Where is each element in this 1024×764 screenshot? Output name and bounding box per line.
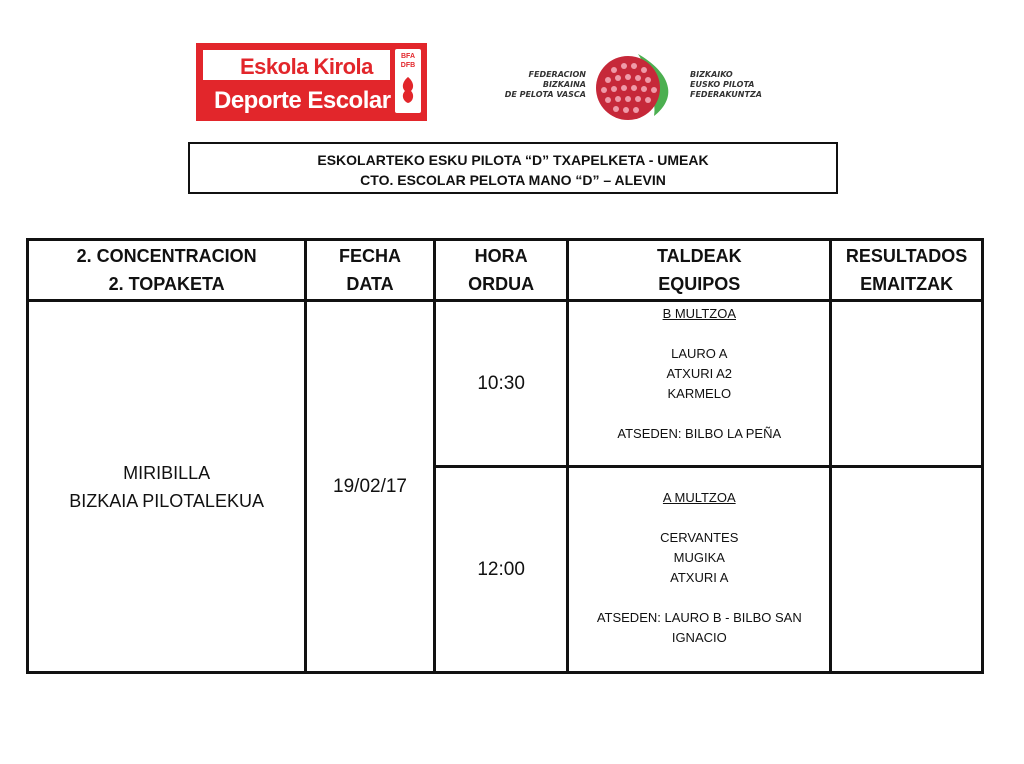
fed-right-line: FEDERAKUNTZA [690,90,762,99]
header-label: 2. TOPAKETA [108,274,225,294]
title-line-spanish: CTO. ESCOLAR PELOTA MANO “D” – ALEVIN [360,172,666,188]
federation-ball-icon [594,48,674,124]
header-label: DATA [346,274,394,294]
team-name: CERVANTES [660,530,739,545]
result-cell [831,301,983,467]
logo-line2: Deporte Escolar [214,87,391,114]
header-label: EMAITZAK [860,274,954,294]
fed-right-line: BIZKAIKO [690,70,733,79]
logo-line1: Eskola Kirola [240,54,373,79]
rest-team: ATSEDEN: LAURO B - BILBO SAN [596,610,802,625]
fed-left-line: BIZKAINA [542,80,586,89]
teams-cell [568,467,831,673]
title-line-basque: ESKOLARTEKO ESKU PILOTA “D” TXAPELKETA - UMEAK [317,152,709,168]
header-resultados [831,240,983,301]
schedule-table [26,238,984,674]
header-row [28,240,983,301]
header-label: ORDUA [468,274,535,294]
table-row [28,301,983,467]
header-label: TALDEAK [656,246,742,266]
fed-right-line: EUSKO PILOTA [690,80,755,89]
venue-place: BIZKAIA PILOTALEKUA [69,490,264,511]
rest-team-continued: IGNACIO [671,630,727,645]
header-label: HORA [474,246,528,266]
header-label: RESULTADOS [845,246,968,266]
header-hora [434,240,568,301]
date-cell: 19/02/17 [306,301,435,673]
team-name: MUGIKA [673,550,725,565]
time-cell: 12:00 [434,467,568,673]
team-name: ATXURI A [670,570,729,585]
badge-dfb: DFB [400,62,416,69]
fed-left-line: DE PELOTA VASCA [504,90,586,99]
rest-team: ATSEDEN: BILBO LA PEÑA [617,426,782,441]
result-cell [831,467,983,673]
championship-title [188,142,838,194]
federation-name-es [468,70,586,100]
bfa-badge [395,49,421,113]
header-concentracion [28,240,306,301]
teams-cell [568,301,831,467]
venue-name: MIRIBILLA [123,462,211,483]
group-label: B MULTZOA [662,306,736,321]
header-taldeak [568,240,831,301]
header-label: EQUIPOS [658,274,741,294]
federation-name-eu [690,70,762,100]
team-name: LAURO A [671,346,728,361]
team-name: KARMELO [667,386,732,401]
eskola-kirola-logo [196,43,427,121]
badge-emblem-icon [399,75,417,105]
venue-cell [28,301,306,673]
time-cell: 10:30 [434,301,568,467]
header-label: 2. CONCENTRACION [76,246,257,266]
badge-bfa: BFA [401,53,415,60]
header-label: FECHA [339,246,402,266]
fed-left-line: FEDERACION [528,70,586,79]
group-label: A MULTZOA [662,490,736,505]
header-fecha [306,240,435,301]
team-name: ATXURI A2 [666,366,733,381]
